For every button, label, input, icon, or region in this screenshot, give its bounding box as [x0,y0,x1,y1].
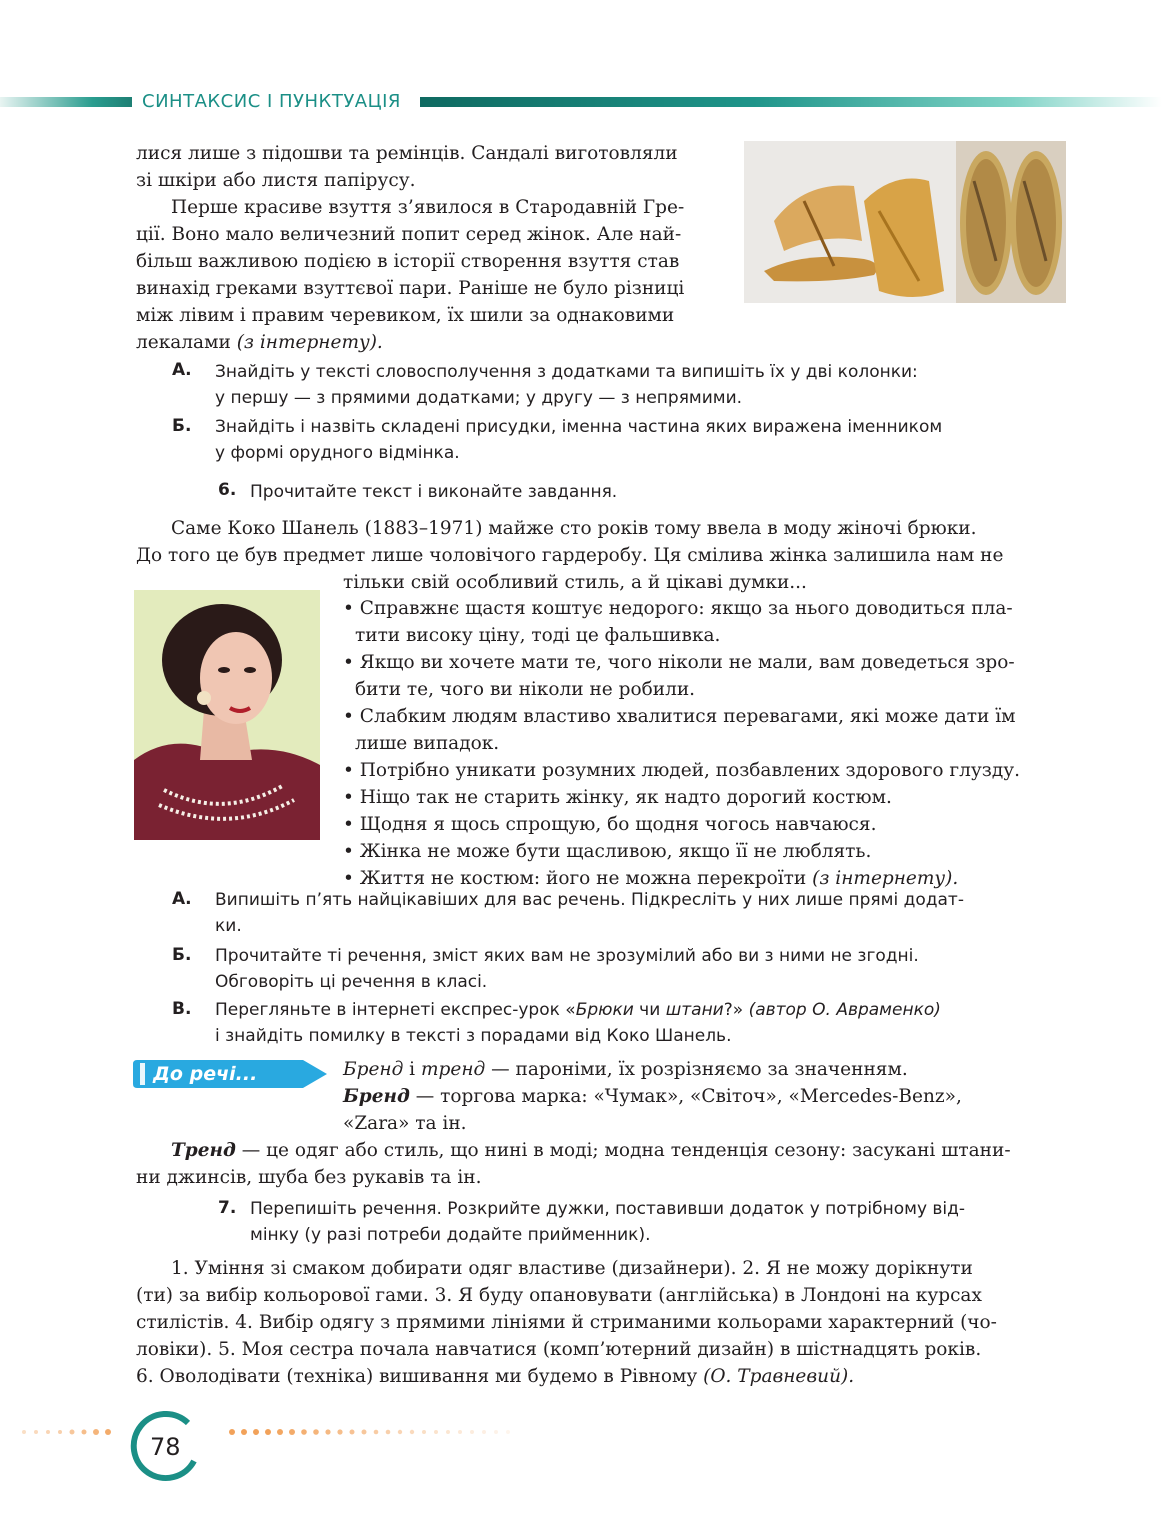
text-line: «Zara» та ін. [343,1113,467,1134]
task-line: і знайдіть помилку в тексті з порадами від Коко Шанель. [215,1026,732,1046]
ancient-sandals-image [744,141,1066,303]
text-line: (ти) за вибір кольорової гами. 3. Я буду опановувати (англійська) в Лондоні на курсах [136,1285,982,1306]
do-rechi-label [133,1058,329,1090]
task-marker: В. [172,999,192,1019]
quotes-list [343,595,1073,892]
text-line: більш важливою подією в історії створення взуття став [136,251,680,272]
text-line: винахід греками взуттєвої пари. Раніше не було різниці [136,278,685,299]
text-line: 1. Уміння зі смаком добирати одяг властиве (дизайнери). 2. Я не можу дорікнути [171,1258,973,1279]
text-line: Бренд і тренд — пароніми, їх розрізняємо за значенням. [343,1059,908,1080]
text-line: До того це був предмет лише чоловічого гардеробу. Ця смілива жінка залишила нам не [136,545,1004,566]
task-marker: А. [172,360,192,380]
task-line: Обговоріть ці речення в класі. [215,972,488,992]
quote-item: • Щодня я щось спрощую, бо щодня чогось навчаюся. [343,814,877,835]
task-text [215,997,1015,1049]
quote-item: • Справжнє щастя коштує недорого: якщо за нього доводиться пла- [343,598,1013,619]
quote-item: • Якщо ви хочете мати те, чого ніколи не мали, вам доведеться зро- [343,652,1015,673]
task-text [215,887,995,939]
text-line: стилістів. 4. Вибір одягу з прямими лініями й стриманими кольорами характерний (чо- [136,1312,997,1333]
exercise-number: 6. [218,480,237,500]
task-line: Знайдіть і назвіть складені присудки, іменна частина яких виражена іменником [215,417,943,437]
task-line: у першу — з прямими додатками; у другу — з непрямими. [215,388,743,408]
quote-item: • Ніщо так не старить жінку, як надто дорогий костюм. [343,787,892,808]
text-line: Бренд — торгова марка: «Чумак», «Світоч», «Mercedes-Benz», [343,1086,962,1107]
task-line: Перегляньте в інтернеті експрес-урок «Брюки чи штани?» (автор О. Авраменко) [215,1000,941,1020]
exercise-instruction [250,1196,1010,1248]
text-line: між лівим і правим черевиком, їх шили за однаковими [136,305,675,326]
task-line: ки. [215,916,242,936]
section-title: СИНТАКСИС І ПУНКТУАЦІЯ [142,91,401,112]
text-line: лекалами (з інтернету). [136,332,383,353]
instruction-line: мінку (у разі потреби додайте прийменник). [250,1225,651,1245]
quote-item: • Потрібно уникати розумних людей, позбавлених здорового глузду. [343,760,1020,781]
text-passage-2-intro [136,515,1066,596]
quote-item: • Життя не костюм: його не можна перекроїти (з інтернету). [343,868,959,889]
source-citation: (О. Травневий). [703,1366,855,1387]
instruction-line: Перепишіть речення. Розкрийте дужки, поставивши додаток у потрібному від- [250,1199,966,1219]
text-line: ловіки). 5. Моя сестра почала навчатися (комп’ютерний дизайн) в шістнадцять років. [136,1339,982,1360]
task-text [215,359,995,411]
do-rechi-text: До речі... [153,1063,258,1085]
task-marker: Б. [172,945,192,965]
text-passage-1 [136,140,726,356]
task-line: Прочитайте ті речення, зміст яких вам не зрозумілий або ви з ними не згодні. [215,946,919,966]
text-line: ції. Воно мало величезний попит серед жінок. Але най- [136,224,682,245]
coco-chanel-portrait [134,590,320,840]
exercise-number: 7. [218,1198,237,1218]
page-number: 78 [150,1433,181,1461]
task-line: Випишіть п’ять найцікавіших для вас речень. Підкресліть у них лише прямі додат- [215,890,964,910]
do-rechi-trend [136,1137,1066,1191]
exercise-instruction: Прочитайте текст і виконайте завдання. [250,482,618,502]
text-line: Саме Коко Шанель (1883–1971) майже сто років тому ввела в моду жіночі брюки. [171,518,977,539]
text-line: ни джинсів, шуба без рукавів та ін. [136,1167,482,1188]
footer-dots [20,1428,600,1436]
quote-item: • Слабким людям властиво хвалитися перевагами, які може дати їм [343,706,1016,727]
text-line: лися лише з підошви та ремінців. Сандалі виготовляли [136,143,678,164]
text-line: тільки свій особливий стиль, а й цікаві думки... [343,572,807,593]
task-line: у формі орудного відмінка. [215,443,460,463]
text-line: Перше красиве взуття з’явилося в Стародавній Гре- [171,197,685,218]
task-marker: Б. [172,416,192,436]
text-line: зі шкіри або листя папірусу. [136,170,416,191]
task-text [215,414,995,466]
header-rule-left [0,97,132,107]
quote-item-cont: бити те, чого ви ніколи не робили. [355,679,696,700]
text-line: 6. Оволодівати (техніка) вишивання ми будемо в Рівному (О. Травневий). [136,1366,855,1387]
quote-item: • Жінка не може бути щасливою, якщо її не люблять. [343,841,872,862]
task-line: Знайдіть у тексті словосполучення з додатками та випишіть їх у дві колонки: [215,362,918,382]
text-line: Тренд — це одяг або стиль, що нині в моді; модна тенденція сезону: засукані штани- [171,1140,1011,1161]
source-citation: (з інтернету). [812,868,959,889]
do-rechi-body [343,1056,1073,1137]
quote-item-cont: лише випадок. [355,733,500,754]
text-passage-3 [136,1255,1066,1390]
quote-item-cont: тити високу ціну, тоді це фальшивка. [355,625,721,646]
task-text [215,943,995,995]
task-marker: А. [172,889,192,909]
header-rule-right [420,97,1162,107]
source-citation: (з інтернету). [236,332,383,353]
